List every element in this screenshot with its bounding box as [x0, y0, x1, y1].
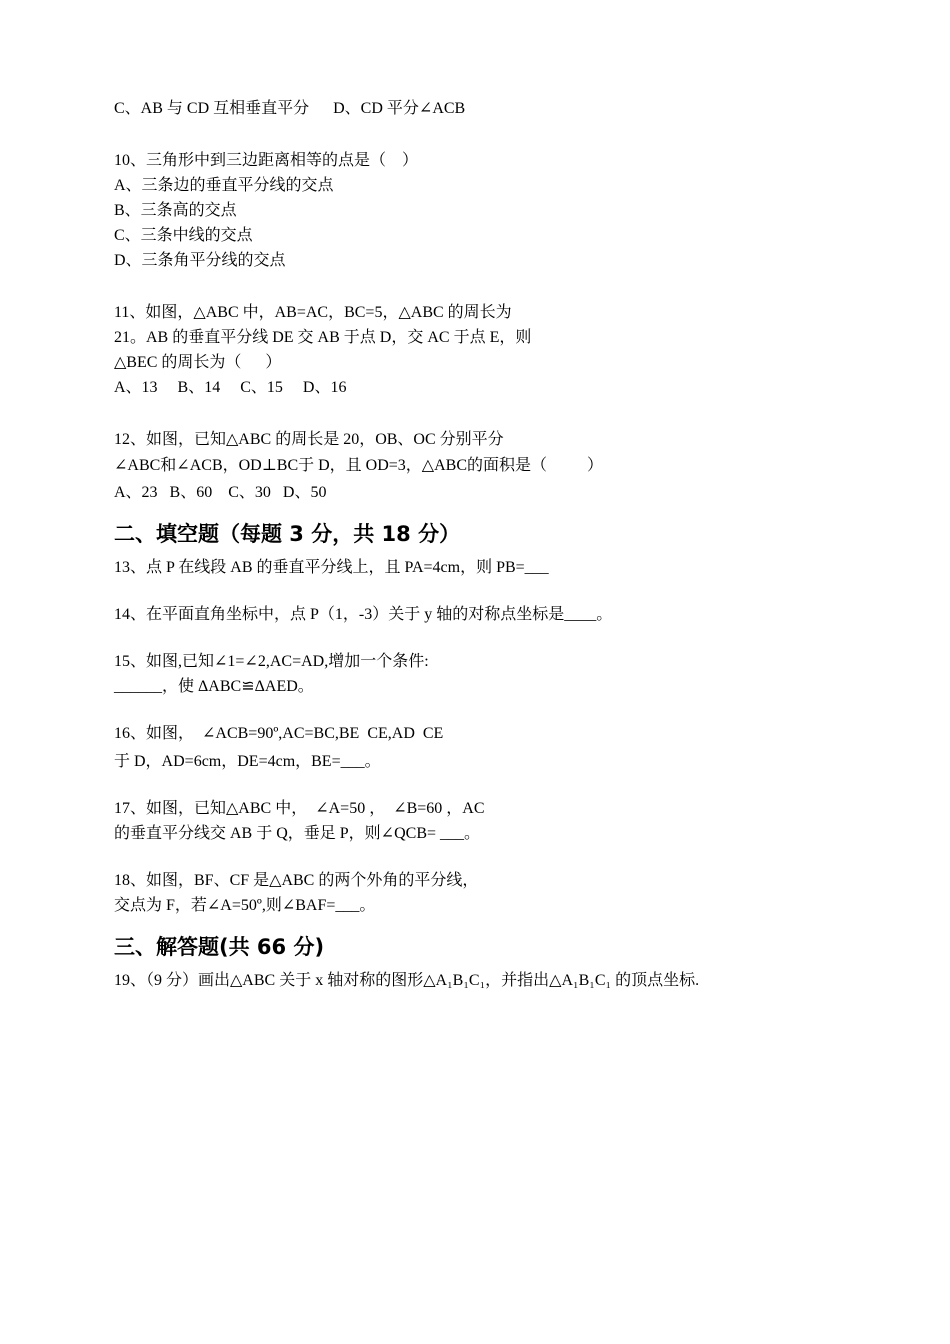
question-15: [114, 649, 874, 699]
q12-line-2: ∠ABC和∠ACB，OD⊥BC于 D，且 OD=3，△ABC的面积是（ ）: [114, 457, 604, 474]
question-16: [114, 721, 874, 774]
q12-line-1: 12、如图，已知△ABC 的周长是 20，OB、OC 分别平分: [114, 431, 504, 448]
q17-line-2: 的垂直平分线交 AB 于 Q，垂足 P，则∠QCB= ___。: [114, 825, 481, 842]
q16-line-2: 于 D，AD=6cm，DE=4cm，BE=___。: [114, 753, 381, 770]
section-2-title: 二、填空题（每题 3 分，共 18 分）: [114, 522, 461, 546]
q10-option-c: C、三条中线的交点: [114, 227, 253, 244]
question-11: [114, 300, 874, 400]
question-19: 19、（9 分）画出△ABC 关于 x 轴对称的图形△A₁B₁C₁，并指出△A₁B₁C₁ 的顶点坐标.: [114, 972, 700, 989]
q18-line-2: 交点为 F，若∠A=50º,则∠BAF=___。: [114, 897, 376, 914]
q10-option-b: B、三条高的交点: [114, 202, 237, 219]
q11-line-1: 11、如图，△ABC 中，AB=AC，BC=5，△ABC 的周长为: [114, 304, 512, 321]
question-17: [114, 796, 874, 846]
q11-options: A、13 B、14 C、15 D、16: [114, 379, 347, 396]
q18-line-1: 18、如图，BF、CF 是△ABC 的两个外角的平分线，: [114, 872, 479, 889]
q11-line-3: △BEC 的周长为（ ）: [114, 354, 282, 371]
q17-line-1: 17、如图，已知△ABC 中， ∠A=50 ， ∠B=60 ，AC: [114, 800, 485, 817]
q9-options-cd: C、AB 与 CD 互相垂直平分 D、CD 平分∠ACB: [114, 100, 466, 117]
q10-option-d: D、三条角平分线的交点: [114, 252, 286, 269]
q15-line-1: 15、如图,已知∠1=∠2,AC=AD,增加一个条件:: [114, 653, 429, 670]
question-18: [114, 868, 874, 918]
question-13: 13、点 P 在线段 AB 的垂直平分线上，且 PA=4cm，则 PB=___: [114, 559, 549, 576]
q11-line-2: 21。AB 的垂直平分线 DE 交 AB 于点 D，交 AC 于点 E，则: [114, 329, 532, 346]
q10-option-a: A、三条边的垂直平分线的交点: [114, 177, 334, 194]
q15-line-2: ______，使 ΔABC≌ΔAED。: [114, 678, 314, 695]
q12-options: A、23 B、60 C、30 D、50: [114, 484, 327, 501]
q16-line-1: 16、如图， ∠ACB=90º,AC=BC,BE CE,AD CE: [114, 725, 444, 742]
question-10: [114, 148, 874, 273]
question-14: 14、在平面直角坐标中，点 P（1，-3）关于 y 轴的对称点坐标是____。: [114, 606, 613, 623]
exam-page: [114, 96, 874, 993]
q10-stem: 10、三角形中到三边距离相等的点是（ ）: [114, 152, 419, 169]
section-3-title: 三、解答题(共 66 分): [114, 935, 325, 959]
question-12: [114, 427, 874, 505]
